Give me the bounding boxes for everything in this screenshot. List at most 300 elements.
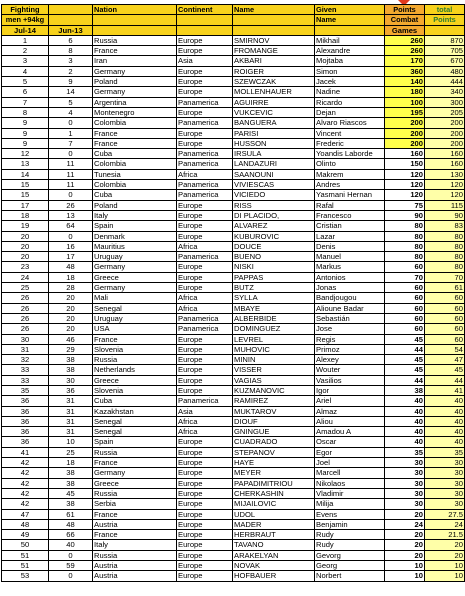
ranking-table xyxy=(1,4,465,582)
total-cell: 30 xyxy=(425,488,465,498)
rank-jun13: 40 xyxy=(49,540,93,550)
rank-jun13: 3 xyxy=(49,56,93,66)
header-fighting: Fighting xyxy=(2,5,49,15)
nation-cell: Italy xyxy=(93,540,177,550)
given-name-cell: Rudy xyxy=(315,540,385,550)
continent-cell: Asia xyxy=(177,406,233,416)
total-cell: 20 xyxy=(425,540,465,550)
given-name-cell: Norbert xyxy=(315,571,385,581)
header-points-sub: Combat xyxy=(385,15,425,25)
points-cell: 45 xyxy=(385,355,425,365)
points-cell: 80 xyxy=(385,252,425,262)
rank-jul14: 5 xyxy=(2,77,49,87)
header-blank xyxy=(49,15,93,25)
table-row xyxy=(2,107,465,117)
given-name-cell: Manuel xyxy=(315,252,385,262)
given-name-cell: Amadou A xyxy=(315,427,385,437)
rank-jun13: 5 xyxy=(49,97,93,107)
table-row xyxy=(2,56,465,66)
header-blank xyxy=(233,25,315,35)
rank-jun13: 48 xyxy=(49,519,93,529)
given-name-cell: Vasilios xyxy=(315,375,385,385)
table-row xyxy=(2,303,465,313)
points-cell: 44 xyxy=(385,375,425,385)
given-name-cell: Gevorg xyxy=(315,550,385,560)
continent-cell: Europe xyxy=(177,571,233,581)
rank-jun13: 38 xyxy=(49,365,93,375)
continent-cell: Europe xyxy=(177,35,233,45)
given-name-cell: Ariel xyxy=(315,396,385,406)
name-cell: MBAYE xyxy=(233,303,315,313)
nation-cell: Russia xyxy=(93,550,177,560)
rank-jul14: 23 xyxy=(2,262,49,272)
rank-jul14: 26 xyxy=(2,303,49,313)
continent-cell: Europe xyxy=(177,499,233,509)
rank-jul14: 42 xyxy=(2,499,49,509)
continent-cell: Europe xyxy=(177,283,233,293)
continent-cell: Europe xyxy=(177,344,233,354)
nation-cell: Colombia xyxy=(93,180,177,190)
points-cell: 20 xyxy=(385,550,425,560)
nation-cell: France xyxy=(93,46,177,56)
header-total-sub: Points xyxy=(425,15,465,25)
name-cell: PAPADIMITRIOU xyxy=(233,478,315,488)
total-cell: 21.5 xyxy=(425,530,465,540)
points-cell: 60 xyxy=(385,293,425,303)
table-row xyxy=(2,200,465,210)
total-cell: 30 xyxy=(425,468,465,478)
points-cell: 70 xyxy=(385,272,425,282)
total-cell: 444 xyxy=(425,77,465,87)
header-blank xyxy=(315,25,385,35)
total-cell: 40 xyxy=(425,427,465,437)
continent-cell: Africa xyxy=(177,169,233,179)
nation-cell: Iran xyxy=(93,56,177,66)
rank-jul14: 42 xyxy=(2,458,49,468)
given-name-cell: Makrem xyxy=(315,169,385,179)
name-cell: LANDAZURI xyxy=(233,159,315,169)
name-cell: BUTZ xyxy=(233,283,315,293)
rank-jun13: 46 xyxy=(49,334,93,344)
rank-jun13: 0 xyxy=(49,571,93,581)
continent-cell: Europe xyxy=(177,87,233,97)
given-name-cell: Vincent xyxy=(315,128,385,138)
rank-jul14: 20 xyxy=(2,252,49,262)
name-cell: VISSER xyxy=(233,365,315,375)
total-cell: 40 xyxy=(425,437,465,447)
table-row xyxy=(2,385,465,395)
header-blank xyxy=(93,25,177,35)
nation-cell: Colombia xyxy=(93,159,177,169)
rank-jun13: 13 xyxy=(49,210,93,220)
table-row xyxy=(2,334,465,344)
header-fighting-sub: men +94kg xyxy=(2,15,49,25)
table-row xyxy=(2,231,465,241)
nation-cell: Russia xyxy=(93,355,177,365)
name-cell: SYLLA xyxy=(233,293,315,303)
rank-jun13: 7 xyxy=(49,138,93,148)
name-cell: MININ xyxy=(233,355,315,365)
continent-cell: Europe xyxy=(177,468,233,478)
rank-jul14: 36 xyxy=(2,406,49,416)
rank-jul14: 26 xyxy=(2,324,49,334)
given-name-cell: Rudy xyxy=(315,530,385,540)
points-cell: 260 xyxy=(385,35,425,45)
rank-jul14: 1 xyxy=(2,35,49,45)
nation-cell: Spain xyxy=(93,437,177,447)
name-cell: NOVAK xyxy=(233,561,315,571)
continent-cell: Panamerica xyxy=(177,180,233,190)
table-row xyxy=(2,499,465,509)
total-cell: 70 xyxy=(425,272,465,282)
table-row xyxy=(2,221,465,231)
name-cell: MADER xyxy=(233,519,315,529)
rank-jul14: 36 xyxy=(2,416,49,426)
nation-cell: Serbia xyxy=(93,499,177,509)
total-cell: 200 xyxy=(425,118,465,128)
given-name-cell: Aliou xyxy=(315,416,385,426)
given-name-cell: Benjamin xyxy=(315,519,385,529)
points-cell: 90 xyxy=(385,210,425,220)
nation-cell: Austria xyxy=(93,571,177,581)
continent-cell: Africa xyxy=(177,427,233,437)
rank-jun13: 20 xyxy=(49,303,93,313)
continent-cell: Europe xyxy=(177,128,233,138)
table-row xyxy=(2,344,465,354)
header-row-2 xyxy=(2,15,465,25)
points-cell: 75 xyxy=(385,200,425,210)
nation-cell: France xyxy=(93,509,177,519)
header-blank xyxy=(425,25,465,35)
header-nation: Nation xyxy=(93,5,177,15)
given-name-cell: Marcell xyxy=(315,468,385,478)
total-cell: 10 xyxy=(425,571,465,581)
total-cell: 60 xyxy=(425,313,465,323)
table-row xyxy=(2,540,465,550)
name-cell: SAANOUNI xyxy=(233,169,315,179)
points-cell: 260 xyxy=(385,46,425,56)
points-cell: 60 xyxy=(385,303,425,313)
given-name-cell: Denis xyxy=(315,241,385,251)
total-cell: 24 xyxy=(425,519,465,529)
rank-jul14: 2 xyxy=(2,46,49,56)
given-name-cell: Alvaro Riascos xyxy=(315,118,385,128)
continent-cell: Africa xyxy=(177,303,233,313)
nation-cell: Spain xyxy=(93,221,177,231)
given-name-cell: Sebastián xyxy=(315,313,385,323)
rank-jul14: 15 xyxy=(2,190,49,200)
table-row xyxy=(2,138,465,148)
header-blank xyxy=(93,15,177,25)
nation-cell: Poland xyxy=(93,200,177,210)
table-row xyxy=(2,416,465,426)
rank-jul14: 31 xyxy=(2,344,49,354)
given-name-cell: Markus xyxy=(315,262,385,272)
rank-jul14: 36 xyxy=(2,427,49,437)
total-cell: 27.5 xyxy=(425,509,465,519)
name-cell: BUENO xyxy=(233,252,315,262)
rank-jun13: 11 xyxy=(49,169,93,179)
continent-cell: Africa xyxy=(177,416,233,426)
name-cell: DOUCE xyxy=(233,241,315,251)
continent-cell: Europe xyxy=(177,334,233,344)
name-cell: MIJAILOVIC xyxy=(233,499,315,509)
points-cell: 195 xyxy=(385,107,425,117)
nation-cell: Germany xyxy=(93,87,177,97)
nation-cell: Uruguay xyxy=(93,252,177,262)
rank-jun13: 29 xyxy=(49,344,93,354)
points-cell: 60 xyxy=(385,262,425,272)
rank-jun13: 20 xyxy=(49,313,93,323)
name-cell: CHERKASHIN xyxy=(233,488,315,498)
nation-cell: France xyxy=(93,458,177,468)
continent-cell: Europe xyxy=(177,561,233,571)
rank-jun13: 64 xyxy=(49,221,93,231)
rank-jul14: 3 xyxy=(2,56,49,66)
rank-jun13: 16 xyxy=(49,241,93,251)
rank-jul14: 32 xyxy=(2,355,49,365)
nation-cell: Senegal xyxy=(93,427,177,437)
table-row xyxy=(2,375,465,385)
name-cell: MEYER xyxy=(233,468,315,478)
rank-jun13: 11 xyxy=(49,180,93,190)
header-blank xyxy=(177,25,233,35)
given-name-cell: Yasmani Hernan xyxy=(315,190,385,200)
rank-jul14: 20 xyxy=(2,241,49,251)
rank-jul14: 51 xyxy=(2,561,49,571)
points-cell: 120 xyxy=(385,169,425,179)
continent-cell: Panamerica xyxy=(177,159,233,169)
rank-jun13: 36 xyxy=(49,385,93,395)
given-name-cell: Jose xyxy=(315,324,385,334)
total-cell: 340 xyxy=(425,87,465,97)
continent-cell: Europe xyxy=(177,46,233,56)
table-row xyxy=(2,447,465,457)
total-cell: 40 xyxy=(425,416,465,426)
table-row xyxy=(2,35,465,45)
points-cell: 10 xyxy=(385,571,425,581)
points-cell: 170 xyxy=(385,56,425,66)
header-row-3 xyxy=(2,25,465,35)
name-cell: AKBARI xyxy=(233,56,315,66)
name-cell: UDOL xyxy=(233,509,315,519)
given-name-cell: Antonios xyxy=(315,272,385,282)
continent-cell: Europe xyxy=(177,231,233,241)
table-row xyxy=(2,427,465,437)
points-cell: 30 xyxy=(385,468,425,478)
header-row-1 xyxy=(2,5,465,15)
header-points-sub2: Games xyxy=(385,25,425,35)
table-row xyxy=(2,509,465,519)
rank-jun13: 0 xyxy=(49,550,93,560)
rank-jul14: 9 xyxy=(2,118,49,128)
rank-jul14: 42 xyxy=(2,488,49,498)
name-cell: NISKI xyxy=(233,262,315,272)
table-row xyxy=(2,406,465,416)
nation-cell: Greece xyxy=(93,375,177,385)
points-cell: 45 xyxy=(385,334,425,344)
rank-jul14: 42 xyxy=(2,478,49,488)
rank-jul14: 36 xyxy=(2,396,49,406)
points-cell: 40 xyxy=(385,416,425,426)
continent-cell: Panamerica xyxy=(177,97,233,107)
nation-cell: Russia xyxy=(93,35,177,45)
given-name-cell: Cristian xyxy=(315,221,385,231)
given-name-cell: Jacek xyxy=(315,77,385,87)
given-name-cell: Dejan xyxy=(315,107,385,117)
continent-cell: Europe xyxy=(177,458,233,468)
header-blank xyxy=(233,15,315,25)
rank-jun13: 0 xyxy=(49,231,93,241)
name-cell: IRSULA xyxy=(233,149,315,159)
nation-cell: Tunesia xyxy=(93,169,177,179)
rank-jul14: 8 xyxy=(2,107,49,117)
name-cell: VICIEDO xyxy=(233,190,315,200)
continent-cell: Panamerica xyxy=(177,396,233,406)
table-row xyxy=(2,180,465,190)
nation-cell: Italy xyxy=(93,210,177,220)
rank-jun13: 38 xyxy=(49,478,93,488)
table-row xyxy=(2,571,465,581)
points-cell: 80 xyxy=(385,231,425,241)
total-cell: 20 xyxy=(425,550,465,560)
points-cell: 200 xyxy=(385,138,425,148)
rank-jul14: 35 xyxy=(2,385,49,395)
total-cell: 80 xyxy=(425,262,465,272)
name-cell: SMIRNOV xyxy=(233,35,315,45)
nation-cell: Argentina xyxy=(93,97,177,107)
name-cell: CUADRADO xyxy=(233,437,315,447)
total-cell: 54 xyxy=(425,344,465,354)
nation-cell: Austria xyxy=(93,519,177,529)
rank-jul14: 49 xyxy=(2,530,49,540)
name-cell: KUZMANOVIC xyxy=(233,385,315,395)
header-jun13: Jun-13 xyxy=(49,25,93,35)
nation-cell: France xyxy=(93,530,177,540)
continent-cell: Europe xyxy=(177,365,233,375)
points-cell: 80 xyxy=(385,241,425,251)
points-cell: 120 xyxy=(385,190,425,200)
points-cell: 60 xyxy=(385,324,425,334)
given-name-cell: Wouter xyxy=(315,365,385,375)
continent-cell: Europe xyxy=(177,519,233,529)
given-name-cell: Francesco xyxy=(315,210,385,220)
continent-cell: Panamerica xyxy=(177,190,233,200)
nation-cell: Colombia xyxy=(93,118,177,128)
nation-cell: USA xyxy=(93,324,177,334)
header-continent: Continent xyxy=(177,5,233,15)
given-name-cell: Rafal xyxy=(315,200,385,210)
nation-cell: Montenegro xyxy=(93,107,177,117)
points-cell: 30 xyxy=(385,488,425,498)
rank-jun13: 25 xyxy=(49,447,93,457)
name-cell: DIOUF xyxy=(233,416,315,426)
rank-jul14: 47 xyxy=(2,509,49,519)
total-cell: 47 xyxy=(425,355,465,365)
nation-cell: France xyxy=(93,334,177,344)
nation-cell: Uruguay xyxy=(93,313,177,323)
rank-jun13: 0 xyxy=(49,190,93,200)
rank-jul14: 30 xyxy=(2,334,49,344)
rank-jul14: 7 xyxy=(2,97,49,107)
rank-jun13: 17 xyxy=(49,252,93,262)
rank-jun13: 31 xyxy=(49,427,93,437)
given-name-cell: Milija xyxy=(315,499,385,509)
rank-jul14: 26 xyxy=(2,293,49,303)
rank-jun13: 0 xyxy=(49,149,93,159)
total-cell: 61 xyxy=(425,283,465,293)
nation-cell: Senegal xyxy=(93,303,177,313)
nation-cell: Kazakhstan xyxy=(93,406,177,416)
total-cell: 200 xyxy=(425,128,465,138)
rank-jul14: 20 xyxy=(2,231,49,241)
table-row xyxy=(2,149,465,159)
given-name-cell: Olinto xyxy=(315,159,385,169)
table-row xyxy=(2,128,465,138)
name-cell: LEVREL xyxy=(233,334,315,344)
points-cell: 360 xyxy=(385,66,425,76)
points-cell: 40 xyxy=(385,427,425,437)
rank-jun13: 61 xyxy=(49,509,93,519)
given-name-cell: Egor xyxy=(315,447,385,457)
rank-jun13: 4 xyxy=(49,107,93,117)
table-row xyxy=(2,468,465,478)
total-cell: 30 xyxy=(425,478,465,488)
points-cell: 120 xyxy=(385,180,425,190)
total-cell: 80 xyxy=(425,241,465,251)
table-row xyxy=(2,97,465,107)
table-row xyxy=(2,159,465,169)
rank-jun13: 20 xyxy=(49,293,93,303)
table-row xyxy=(2,313,465,323)
total-cell: 480 xyxy=(425,66,465,76)
given-name-cell: Oscar xyxy=(315,437,385,447)
nation-cell: Germany xyxy=(93,468,177,478)
total-cell: 200 xyxy=(425,138,465,148)
table-row xyxy=(2,293,465,303)
nation-cell: Cuba xyxy=(93,190,177,200)
table-row xyxy=(2,550,465,560)
rank-jul14: 33 xyxy=(2,375,49,385)
name-cell: ALVAREZ xyxy=(233,221,315,231)
given-name-cell: Vladimir xyxy=(315,488,385,498)
rank-jul14: 50 xyxy=(2,540,49,550)
table-row xyxy=(2,365,465,375)
continent-cell: Europe xyxy=(177,210,233,220)
table-row xyxy=(2,252,465,262)
rank-jul14: 6 xyxy=(2,87,49,97)
points-cell: 20 xyxy=(385,509,425,519)
rank-jun13: 10 xyxy=(49,437,93,447)
rank-jun13: 1 xyxy=(49,128,93,138)
points-cell: 180 xyxy=(385,87,425,97)
rank-jul14: 4 xyxy=(2,66,49,76)
points-cell: 35 xyxy=(385,447,425,457)
given-name-cell: Andres xyxy=(315,180,385,190)
total-cell: 160 xyxy=(425,149,465,159)
total-cell: 41 xyxy=(425,385,465,395)
total-cell: 120 xyxy=(425,190,465,200)
given-name-cell: Ricardo xyxy=(315,97,385,107)
name-cell: MUHOVIC xyxy=(233,344,315,354)
total-cell: 40 xyxy=(425,406,465,416)
name-cell: RISS xyxy=(233,200,315,210)
table-row xyxy=(2,324,465,334)
table-row xyxy=(2,118,465,128)
nation-cell: Netherlands xyxy=(93,365,177,375)
table-row xyxy=(2,77,465,87)
continent-cell: Asia xyxy=(177,56,233,66)
